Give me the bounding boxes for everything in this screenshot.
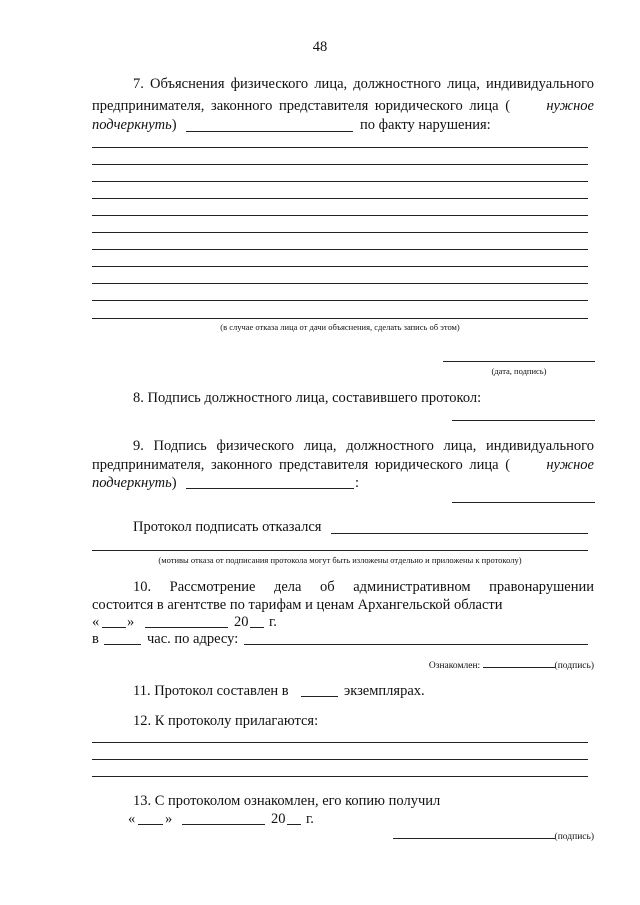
section-10-acknowledged (380, 658, 594, 672)
explanation-line[interactable] (92, 266, 588, 267)
section-7-line-2 (92, 97, 594, 115)
section-13-year-field[interactable] (287, 824, 301, 825)
section-9-line-2-text: предпринимателя, законного представителя юридического лица ( (92, 457, 511, 473)
explanation-line[interactable] (92, 300, 588, 301)
receipt-signature-field[interactable] (393, 829, 555, 839)
section-10-time-label: час. по адресу: (147, 631, 239, 647)
section-12-text: 12. К протоколу прилагаются: (133, 713, 319, 729)
explanation-line[interactable] (92, 215, 588, 216)
section-10-hour-field[interactable] (104, 644, 141, 645)
section-10-year-field[interactable] (250, 627, 264, 628)
ack-signature-caption: (подпись) (554, 661, 594, 671)
section-9-paren: ) (171, 475, 177, 491)
section-11-copies-field[interactable] (301, 696, 338, 697)
explanation-caption: (в случае отказа лица от дачи объяснения, сделать запись об этом) (220, 322, 460, 332)
ack-signature-field[interactable] (483, 658, 555, 668)
section-13-month-field[interactable] (182, 824, 265, 825)
section-9-line-2 (92, 456, 594, 474)
refusal-reason-line[interactable] (92, 550, 588, 551)
section-7-italic-underline: подчеркнуть (92, 117, 172, 133)
explanation-line[interactable] (92, 181, 588, 182)
explanation-line[interactable] (92, 147, 588, 148)
refusal-label: Протокол подписать отказался (133, 519, 322, 535)
explanation-line[interactable] (92, 283, 588, 284)
section-9-colon: : (355, 475, 360, 491)
section-10-date-open: « (92, 614, 100, 630)
section-10-time-prefix: в (92, 631, 99, 647)
explanation-line[interactable] (92, 318, 588, 319)
section-10-address-field[interactable] (244, 644, 588, 645)
attachment-line[interactable] (92, 776, 588, 777)
section-13-year-prefix: 20 (271, 811, 286, 827)
section-7-line-1: 7. Объяснения физического лица, должностного лица, индивидуального (133, 76, 594, 92)
date-signature-line[interactable] (443, 361, 595, 362)
section-13-date-close: » (165, 811, 173, 827)
page-number: 48 (312, 39, 328, 55)
section-9-blank-field[interactable] (186, 488, 354, 489)
section-10-line-2: состоится в агентстве по тарифам и ценам Архангельской области (92, 597, 503, 613)
explanation-line[interactable] (92, 232, 588, 233)
section-9-italic-underline: подчеркнуть (92, 475, 172, 491)
section-13-signature (380, 829, 594, 843)
section-7-line-3 (92, 116, 177, 134)
section-13-date-open: « (128, 811, 136, 827)
section-11-prefix: 11. Протокол составлен в (133, 683, 289, 699)
date-signature-caption: (дата, подпись) (491, 366, 547, 376)
section-13-text: 13. С протоколом ознакомлен, его копию получил (133, 793, 441, 809)
section-11-suffix: экземплярах. (344, 683, 425, 699)
receipt-signature-caption: (подпись) (554, 832, 594, 842)
section-10-line-1: 10. Рассмотрение дела об административном правонарушении (133, 579, 594, 595)
section-7-line-2-text: предпринимателя, законного представителя юридического лица ( (92, 98, 511, 114)
section-10-date-close: » (127, 614, 135, 630)
section-7-paren: ) (171, 117, 177, 133)
section-9-line-3 (92, 474, 177, 492)
section-10-year-prefix: 20 (234, 614, 249, 630)
section-10-month-field[interactable] (145, 627, 228, 628)
explanation-line[interactable] (92, 164, 588, 165)
explanation-line[interactable] (92, 249, 588, 250)
ack-label: Ознакомлен: (428, 661, 481, 671)
section-8-text: 8. Подпись должностного лица, составившего протокол: (133, 390, 482, 406)
section-7-blank-field[interactable] (186, 131, 353, 132)
section-13-year-suffix: г. (306, 811, 314, 827)
section-10-day-field[interactable] (102, 627, 126, 628)
section-7-italic-needed: нужное (546, 98, 594, 114)
section-7-violation-label: по факту нарушения: (360, 117, 491, 133)
section-9-line-1: 9. Подпись физического лица, должностного лица, индивидуального (133, 438, 594, 454)
section-9-italic-needed: нужное (546, 457, 594, 473)
attachment-line[interactable] (92, 759, 588, 760)
person-signature-line[interactable] (452, 502, 595, 503)
refusal-caption: (мотивы отказа от подписания протокола могут быть изложены отдельно и приложены к протоколу) (158, 555, 522, 565)
official-signature-line[interactable] (452, 420, 595, 421)
refusal-field[interactable] (331, 533, 588, 534)
explanation-line[interactable] (92, 198, 588, 199)
section-13-day-field[interactable] (138, 824, 163, 825)
attachment-line[interactable] (92, 742, 588, 743)
section-10-year-suffix: г. (269, 614, 277, 630)
